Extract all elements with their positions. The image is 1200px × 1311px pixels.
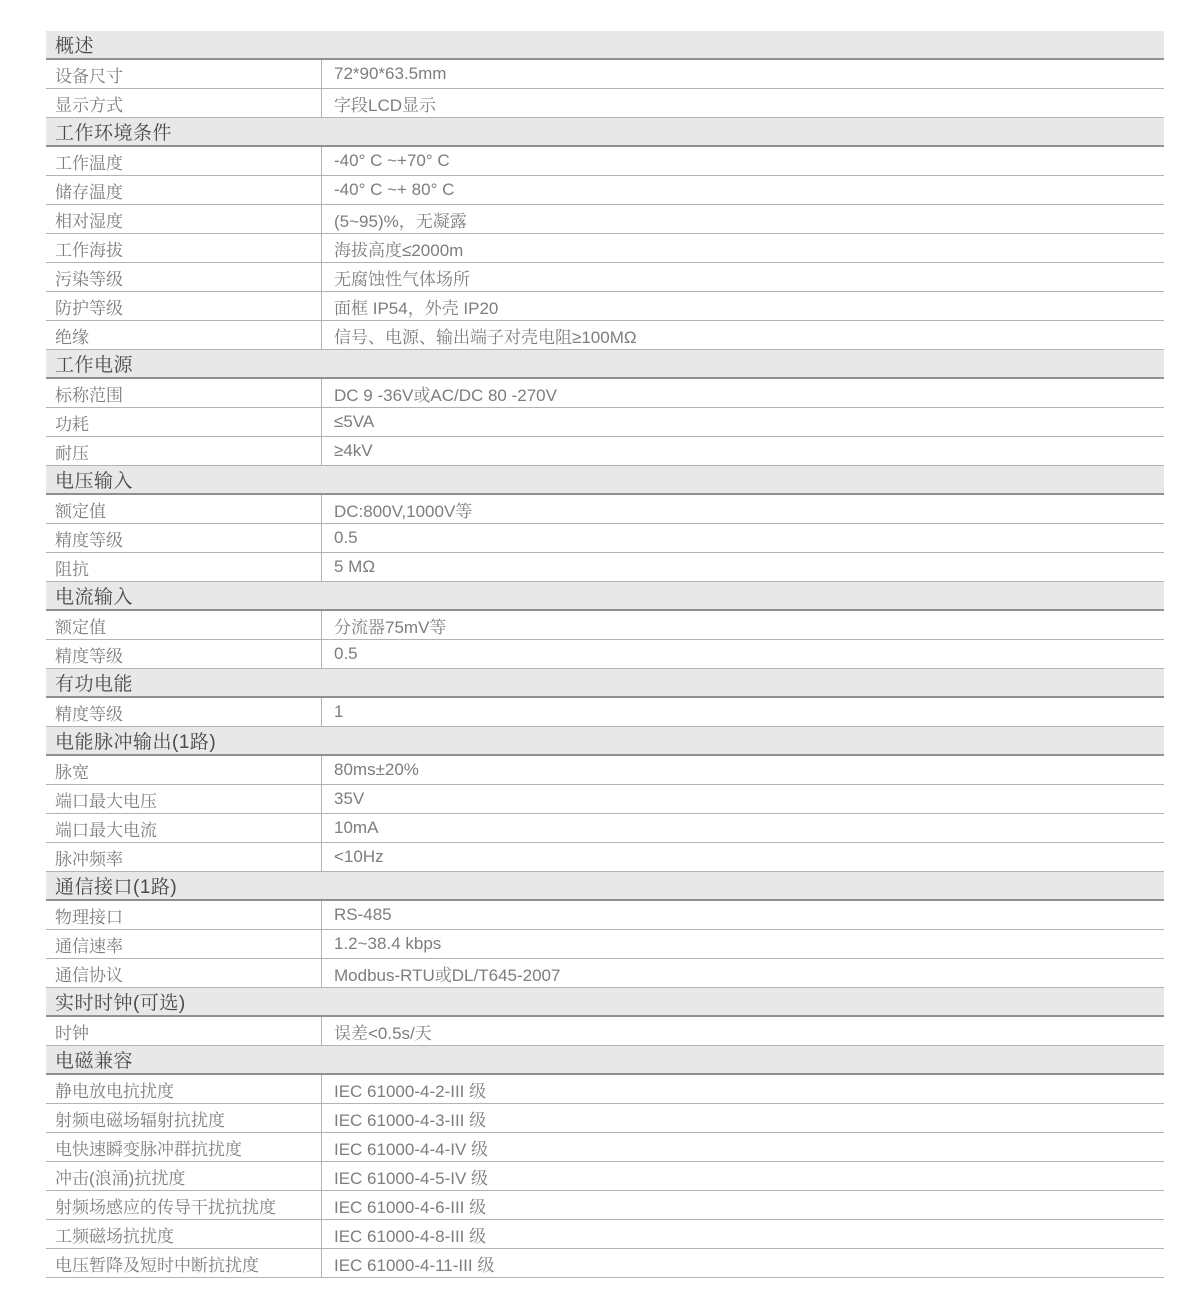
table-row (46, 1075, 1164, 1104)
table-row (46, 843, 1164, 872)
spec-label-cell: 静电放电抗扰度 (46, 1075, 322, 1103)
spec-value-cell: 面框 IP54，外壳 IP20 (334, 298, 499, 318)
spec-value-cell: 1 (334, 702, 344, 721)
table-row (46, 611, 1164, 640)
spec-label-cell: 射频场感应的传导干扰抗扰度 (46, 1191, 322, 1219)
spec-label-cell: 射频电磁场辐射抗扰度 (46, 1104, 322, 1132)
spec-label-cell: 工作海拔 (46, 234, 322, 262)
spec-label-cell: 工作温度 (46, 147, 322, 175)
table-row (46, 176, 1164, 205)
table-row (46, 698, 1164, 727)
section-header (46, 872, 1164, 901)
table-row (46, 379, 1164, 408)
section-header (46, 466, 1164, 495)
section-title: 有功电能 (55, 674, 134, 695)
spec-value-cell: ≤5VA (334, 412, 375, 431)
spec-label-cell: 额定值 (46, 495, 322, 523)
spec-label-cell: 精度等级 (46, 524, 322, 552)
spec-value-cell: Modbus-RTU或DL/T645-2007 (334, 965, 561, 985)
section-header (46, 988, 1164, 1017)
section-title: 工作环境条件 (55, 123, 173, 144)
spec-value-cell: IEC 61000-4-2-III 级 (334, 1081, 487, 1101)
section-title: 通信接口(1路) (55, 877, 178, 898)
spec-label-cell: 阻抗 (46, 553, 322, 581)
table-row (46, 553, 1164, 582)
spec-value-cell: (5~95)%，无凝露 (334, 211, 467, 231)
section-title: 电磁兼容 (55, 1051, 134, 1072)
spec-label-cell: 端口最大电压 (46, 785, 322, 813)
spec-label-cell: 额定值 (46, 611, 322, 639)
table-row (46, 205, 1164, 234)
spec-label-cell: 耐压 (46, 437, 322, 465)
spec-label-cell: 脉宽 (46, 756, 322, 784)
section-title: 概述 (55, 36, 95, 57)
table-row (46, 437, 1164, 466)
spec-label-cell: 电快速瞬变脉冲群抗扰度 (46, 1133, 322, 1161)
spec-label-cell: 精度等级 (46, 698, 322, 726)
section-header (46, 727, 1164, 756)
section-header (46, 350, 1164, 379)
spec-label-cell: 工频磁场抗扰度 (46, 1220, 322, 1248)
spec-label-cell: 污染等级 (46, 263, 322, 291)
spec-label-cell: 功耗 (46, 408, 322, 436)
spec-label-cell: 冲击(浪涌)抗扰度 (46, 1162, 322, 1190)
section-header (46, 31, 1164, 60)
spec-value-cell: -40° C ~+70° C (334, 151, 450, 170)
spec-value-cell: 35V (334, 789, 365, 808)
spec-value-cell: IEC 61000-4-8-III 级 (334, 1226, 487, 1246)
spec-value-cell: 10mA (334, 818, 379, 837)
section-title: 电压输入 (55, 471, 134, 492)
spec-label-cell: 端口最大电流 (46, 814, 322, 842)
spec-value-cell: DC 9 -36V或AC/DC 80 -270V (334, 385, 557, 405)
spec-label-cell: 设备尺寸 (46, 60, 322, 88)
spec-value-cell: IEC 61000-4-3-III 级 (334, 1110, 487, 1130)
spec-value-cell: DC:800V,1000V等 (334, 501, 473, 521)
table-row (46, 408, 1164, 437)
spec-label-cell: 储存温度 (46, 176, 322, 204)
spec-value-cell: 5 MΩ (334, 557, 376, 576)
table-row (46, 1220, 1164, 1249)
table-row (46, 89, 1164, 118)
table-row (46, 1104, 1164, 1133)
table-row (46, 524, 1164, 553)
spec-label-cell: 电压暂降及短时中断抗扰度 (46, 1249, 322, 1277)
section-title: 实时时钟(可选) (55, 993, 186, 1014)
table-row (46, 959, 1164, 988)
table-row (46, 1249, 1164, 1278)
spec-label-cell: 绝缘 (46, 321, 322, 349)
table-row (46, 1017, 1164, 1046)
spec-label-cell: 相对湿度 (46, 205, 322, 233)
section-header (46, 582, 1164, 611)
spec-value-cell: 无腐蚀性气体场所 (334, 269, 470, 289)
table-row (46, 60, 1164, 89)
spec-label-cell: 显示方式 (46, 89, 322, 117)
spec-label-cell: 防护等级 (46, 292, 322, 320)
table-row (46, 901, 1164, 930)
spec-value-cell: 海拔高度≤2000m (334, 240, 464, 260)
spec-value-cell: 72*90*63.5mm (334, 64, 447, 83)
table-row (46, 321, 1164, 350)
table-row (46, 930, 1164, 959)
spec-value-cell: 误差<0.5s/天 (334, 1023, 432, 1043)
section-header (46, 1046, 1164, 1075)
spec-value-cell: 1.2~38.4 kbps (334, 934, 442, 953)
spec-value-cell: IEC 61000-4-5-IV 级 (334, 1168, 489, 1188)
table-row (46, 234, 1164, 263)
spec-value-cell: RS-485 (334, 905, 392, 924)
spec-value-cell: ≥4kV (334, 441, 373, 460)
spec-value-cell: 信号、电源、输出端子对壳电阻≥100MΩ (334, 327, 637, 347)
table-row (46, 814, 1164, 843)
table-row (46, 1133, 1164, 1162)
spec-label-cell: 物理接口 (46, 901, 322, 929)
section-title: 电流输入 (55, 587, 134, 608)
spec-label-cell: 通信速率 (46, 930, 322, 958)
table-row (46, 756, 1164, 785)
spec-value-cell: 分流器75mV等 (334, 617, 447, 637)
spec-value-cell: 0.5 (334, 644, 358, 663)
spec-label-cell: 精度等级 (46, 640, 322, 668)
spec-label-cell: 通信协议 (46, 959, 322, 987)
spec-value-cell: <10Hz (334, 847, 384, 866)
spec-value-cell: IEC 61000-4-4-IV 级 (334, 1139, 489, 1159)
spec-value-cell: IEC 61000-4-6-III 级 (334, 1197, 487, 1217)
spec-value-cell: 0.5 (334, 528, 358, 547)
section-title: 工作电源 (55, 355, 134, 376)
table-row (46, 292, 1164, 321)
table-row (46, 495, 1164, 524)
table-row (46, 1191, 1164, 1220)
spec-table (46, 31, 1164, 1278)
spec-label-cell: 时钟 (46, 1017, 322, 1045)
section-header (46, 118, 1164, 147)
section-title: 电能脉冲输出(1路) (55, 732, 217, 753)
spec-value-cell: 80ms±20% (334, 760, 419, 779)
table-row (46, 785, 1164, 814)
section-header (46, 669, 1164, 698)
table-row (46, 147, 1164, 176)
spec-value-cell: -40° C ~+ 80° C (334, 180, 455, 199)
table-row (46, 640, 1164, 669)
spec-label-cell: 脉冲频率 (46, 843, 322, 871)
spec-value-cell: 字段LCD显示 (334, 95, 437, 115)
spec-label-cell: 标称范围 (46, 379, 322, 407)
spec-value-cell: IEC 61000-4-11-III 级 (334, 1255, 495, 1275)
table-row (46, 1162, 1164, 1191)
table-row (46, 263, 1164, 292)
